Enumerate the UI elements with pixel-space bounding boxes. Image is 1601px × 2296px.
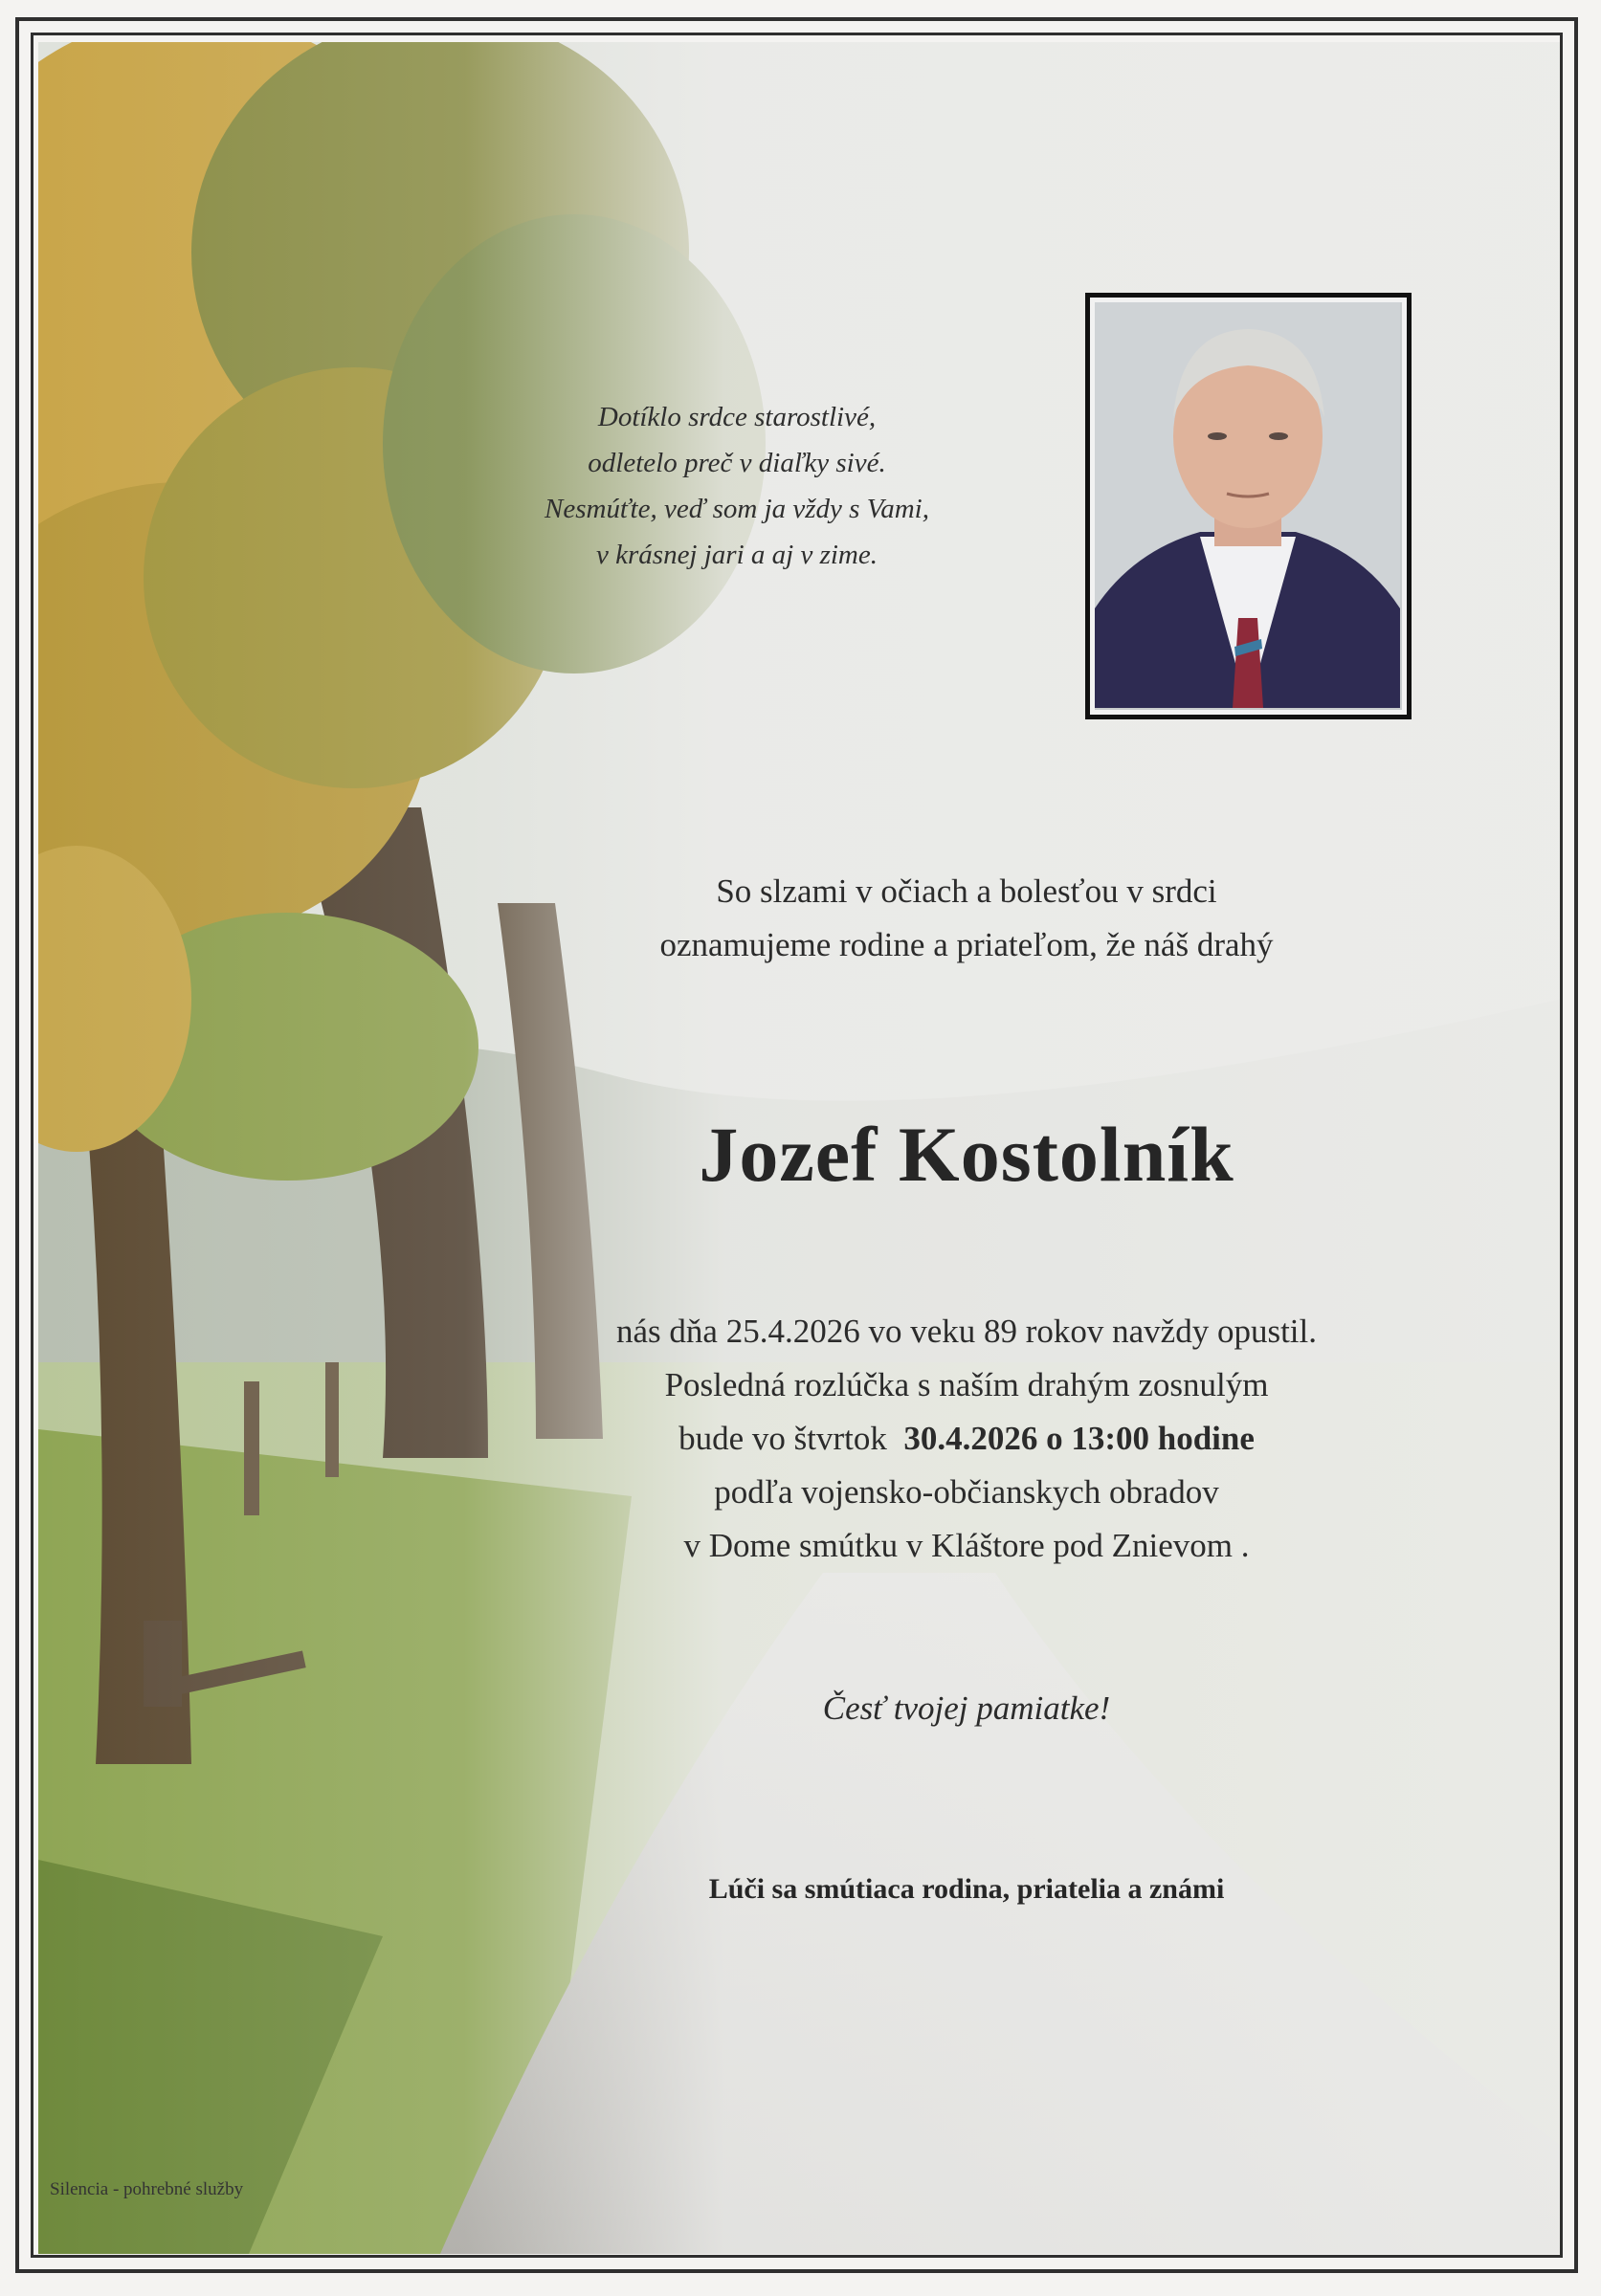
poem-line: Nesmúťte, veď som ja vždy s Vami, xyxy=(545,494,929,524)
portrait-photo xyxy=(1095,302,1402,710)
poem-line: odletelo preč v diaľky sivé. xyxy=(588,448,886,478)
mourners-line: Lúči sa smútiaca rodina, priatelia a známi xyxy=(708,1873,1225,1905)
funeral-datetime: 30.4.2026 o 13:00 hodine xyxy=(903,1420,1255,1457)
funeral-service-credit: Silencia - pohrebné služby xyxy=(50,2179,244,2199)
announcement-line: So slzami v očiach a bolesťou v srdci xyxy=(716,872,1217,910)
poem-line: v krásnej jari a aj v zime. xyxy=(596,540,878,570)
funeral-details xyxy=(478,1305,1455,1573)
details-line: nás dňa 25.4.2026 vo veku 89 rokov navždy opustil. xyxy=(616,1313,1317,1350)
portrait-illustration xyxy=(1095,302,1400,708)
memorial-poem xyxy=(450,394,1024,578)
announcement-text xyxy=(517,865,1416,972)
details-line: podľa vojensko-občianskych obradov xyxy=(714,1473,1219,1511)
honor-line: Česť tvojej pamiatke! xyxy=(822,1689,1111,1727)
details-line: v Dome smútku v Kláštore pod Znievom . xyxy=(683,1527,1250,1564)
details-line-datetime xyxy=(478,1412,1455,1466)
photo-mat xyxy=(1090,298,1407,715)
details-line-prefix: bude vo štvrtok xyxy=(678,1420,887,1457)
portrait-photo-frame xyxy=(1085,293,1412,719)
announcement-line: oznamujeme rodine a priateľom, že náš drahý xyxy=(659,926,1274,963)
details-line: Posledná rozlúčka s naším drahým zosnulým xyxy=(664,1366,1269,1403)
poem-line: Dotíklo srdce starostlivé, xyxy=(597,402,877,432)
deceased-name: Jozef Kostolník xyxy=(699,1111,1234,1198)
